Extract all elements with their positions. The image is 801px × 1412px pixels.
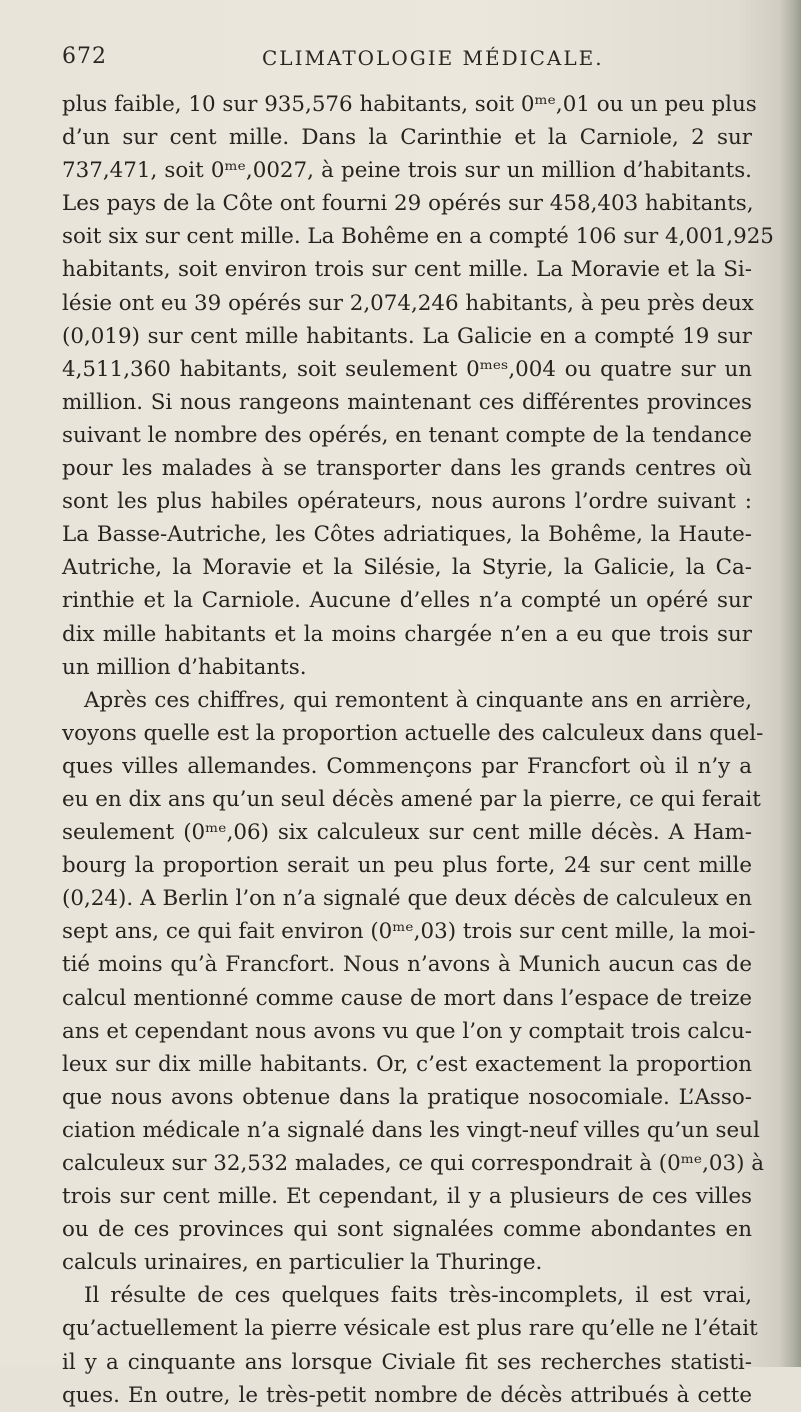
text-line: ans et cependant nous avons vu que l’on y comptait trois calcu- [62,1018,752,1044]
text-line: qu’actuellement la pierre vésicale est plus rare qu’elle ne l’était [62,1316,758,1342]
text-line: leux sur dix mille habitants. Or, c’est exactement la proportion [62,1051,752,1077]
text-line: Les pays de la Côte ont fourni 29 opérés sur 458,403 habitants, [62,191,754,217]
text-line: (0,019) sur cent mille habitants. La Galicie en a compté 19 sur [62,323,752,349]
text-line: ques villes allemandes. Commençons par Francfort où il n’y a [62,753,752,779]
text-line: ciation médicale n’a signalé dans les vingt-neuf villes qu’un seul [62,1117,760,1143]
text-line: calculs urinaires, en particulier la Thuringe. [62,1250,543,1276]
text-line: bourg la proportion serait un peu plus forte, 24 sur cent mille [62,853,752,879]
text-line: ou de ces provinces qui sont signalées comme abondantes en [62,1217,752,1243]
text-line: 4,511,360 habitants, soit seulement 0ᵐᵉˢ,004 ou quatre sur un [62,356,752,382]
page-edge-shadow [779,0,801,1367]
text-line: il y a cinquante ans lorsque Civiale fit ses recherches statisti- [62,1349,752,1375]
running-head: CLIMATOLOGIE MÉDICALE. [262,46,604,70]
text-line: Après ces chiffres, qui remontent à cinquante ans en arrière, [84,687,752,713]
text-line: (0,24). A Berlin l’on n’a signalé que deux décès de calculeux en [62,886,752,912]
text-line: Autriche, la Moravie et la Silésie, la Styrie, la Galicie, la Ca- [62,555,752,581]
text-line: seulement (0ᵐᵉ,06) six calculeux sur cent mille décès. A Ham- [62,820,752,846]
text-line: sept ans, ce qui fait environ (0ᵐᵉ,03) trois sur cent mille, la moi- [62,919,756,945]
text-line: que nous avons obtenue dans la pratique nosocomiale. L’Asso- [62,1084,752,1110]
text-line: Il résulte de ces quelques faits très-incomplets, il est vrai, [84,1283,752,1309]
text-line: pour les malades à se transporter dans les grands centres où [62,456,752,482]
text-line: plus faible, 10 sur 935,576 habitants, soit 0ᵐᵉ,01 ou un peu plus [62,92,757,117]
text-line: voyons quelle est la proportion actuelle des calculeux dans quel- [62,720,764,746]
text-line: soit six sur cent mille. La Bohême en a compté 106 sur 4,001,925 [62,224,774,250]
page-number: 672 [62,44,107,69]
text-line: 737,471, soit 0ᵐᵉ,0027, à peine trois sur un million d’habitants. [62,158,752,184]
text-line: ques. En outre, le très-petit nombre de décès attribués à cette [62,1382,752,1408]
text-line: trois sur cent mille. Et cependant, il y a plusieurs de ces villes [62,1184,752,1210]
text-line: d’un sur cent mille. Dans la Carinthie et la Carniole, 2 sur [62,125,752,151]
text-line: suivant le nombre des opérés, en tenant compte de la tendance [62,422,752,448]
text-line: un million d’habitants. [62,654,307,680]
text-line: million. Si nous rangeons maintenant ces différentes provinces [62,389,752,415]
page-header [62,44,752,84]
body-text [62,88,774,1412]
text-line: tié moins qu’à Francfort. Nous n’avons à Munich aucun cas de [62,952,752,978]
text-line: habitants, soit environ trois sur cent mille. La Moravie et la Si- [62,257,752,283]
text-line: calcul mentionné comme cause de mort dans l’espace de treize [62,985,752,1011]
text-line: calculeux sur 32,532 malades, ce qui correspondrait à (0ᵐᵉ,03) à [62,1151,765,1176]
text-line: eu en dix ans qu’un seul décès amené par la pierre, ce qui ferait [62,786,761,812]
text-line: dix mille habitants et la moins chargée n’en a eu que trois sur [62,621,752,647]
text-line: lésie ont eu 39 opérés sur 2,074,246 habitants, à peu près deux [62,290,754,316]
text-line: sont les plus habiles opérateurs, nous aurons l’ordre suivant : [62,489,752,515]
text-line: rinthie et la Carniole. Aucune d’elles n’a compté un opéré sur [62,588,752,614]
text-line: La Basse-Autriche, les Côtes adriatiques, la Bohême, la Haute- [62,522,752,548]
